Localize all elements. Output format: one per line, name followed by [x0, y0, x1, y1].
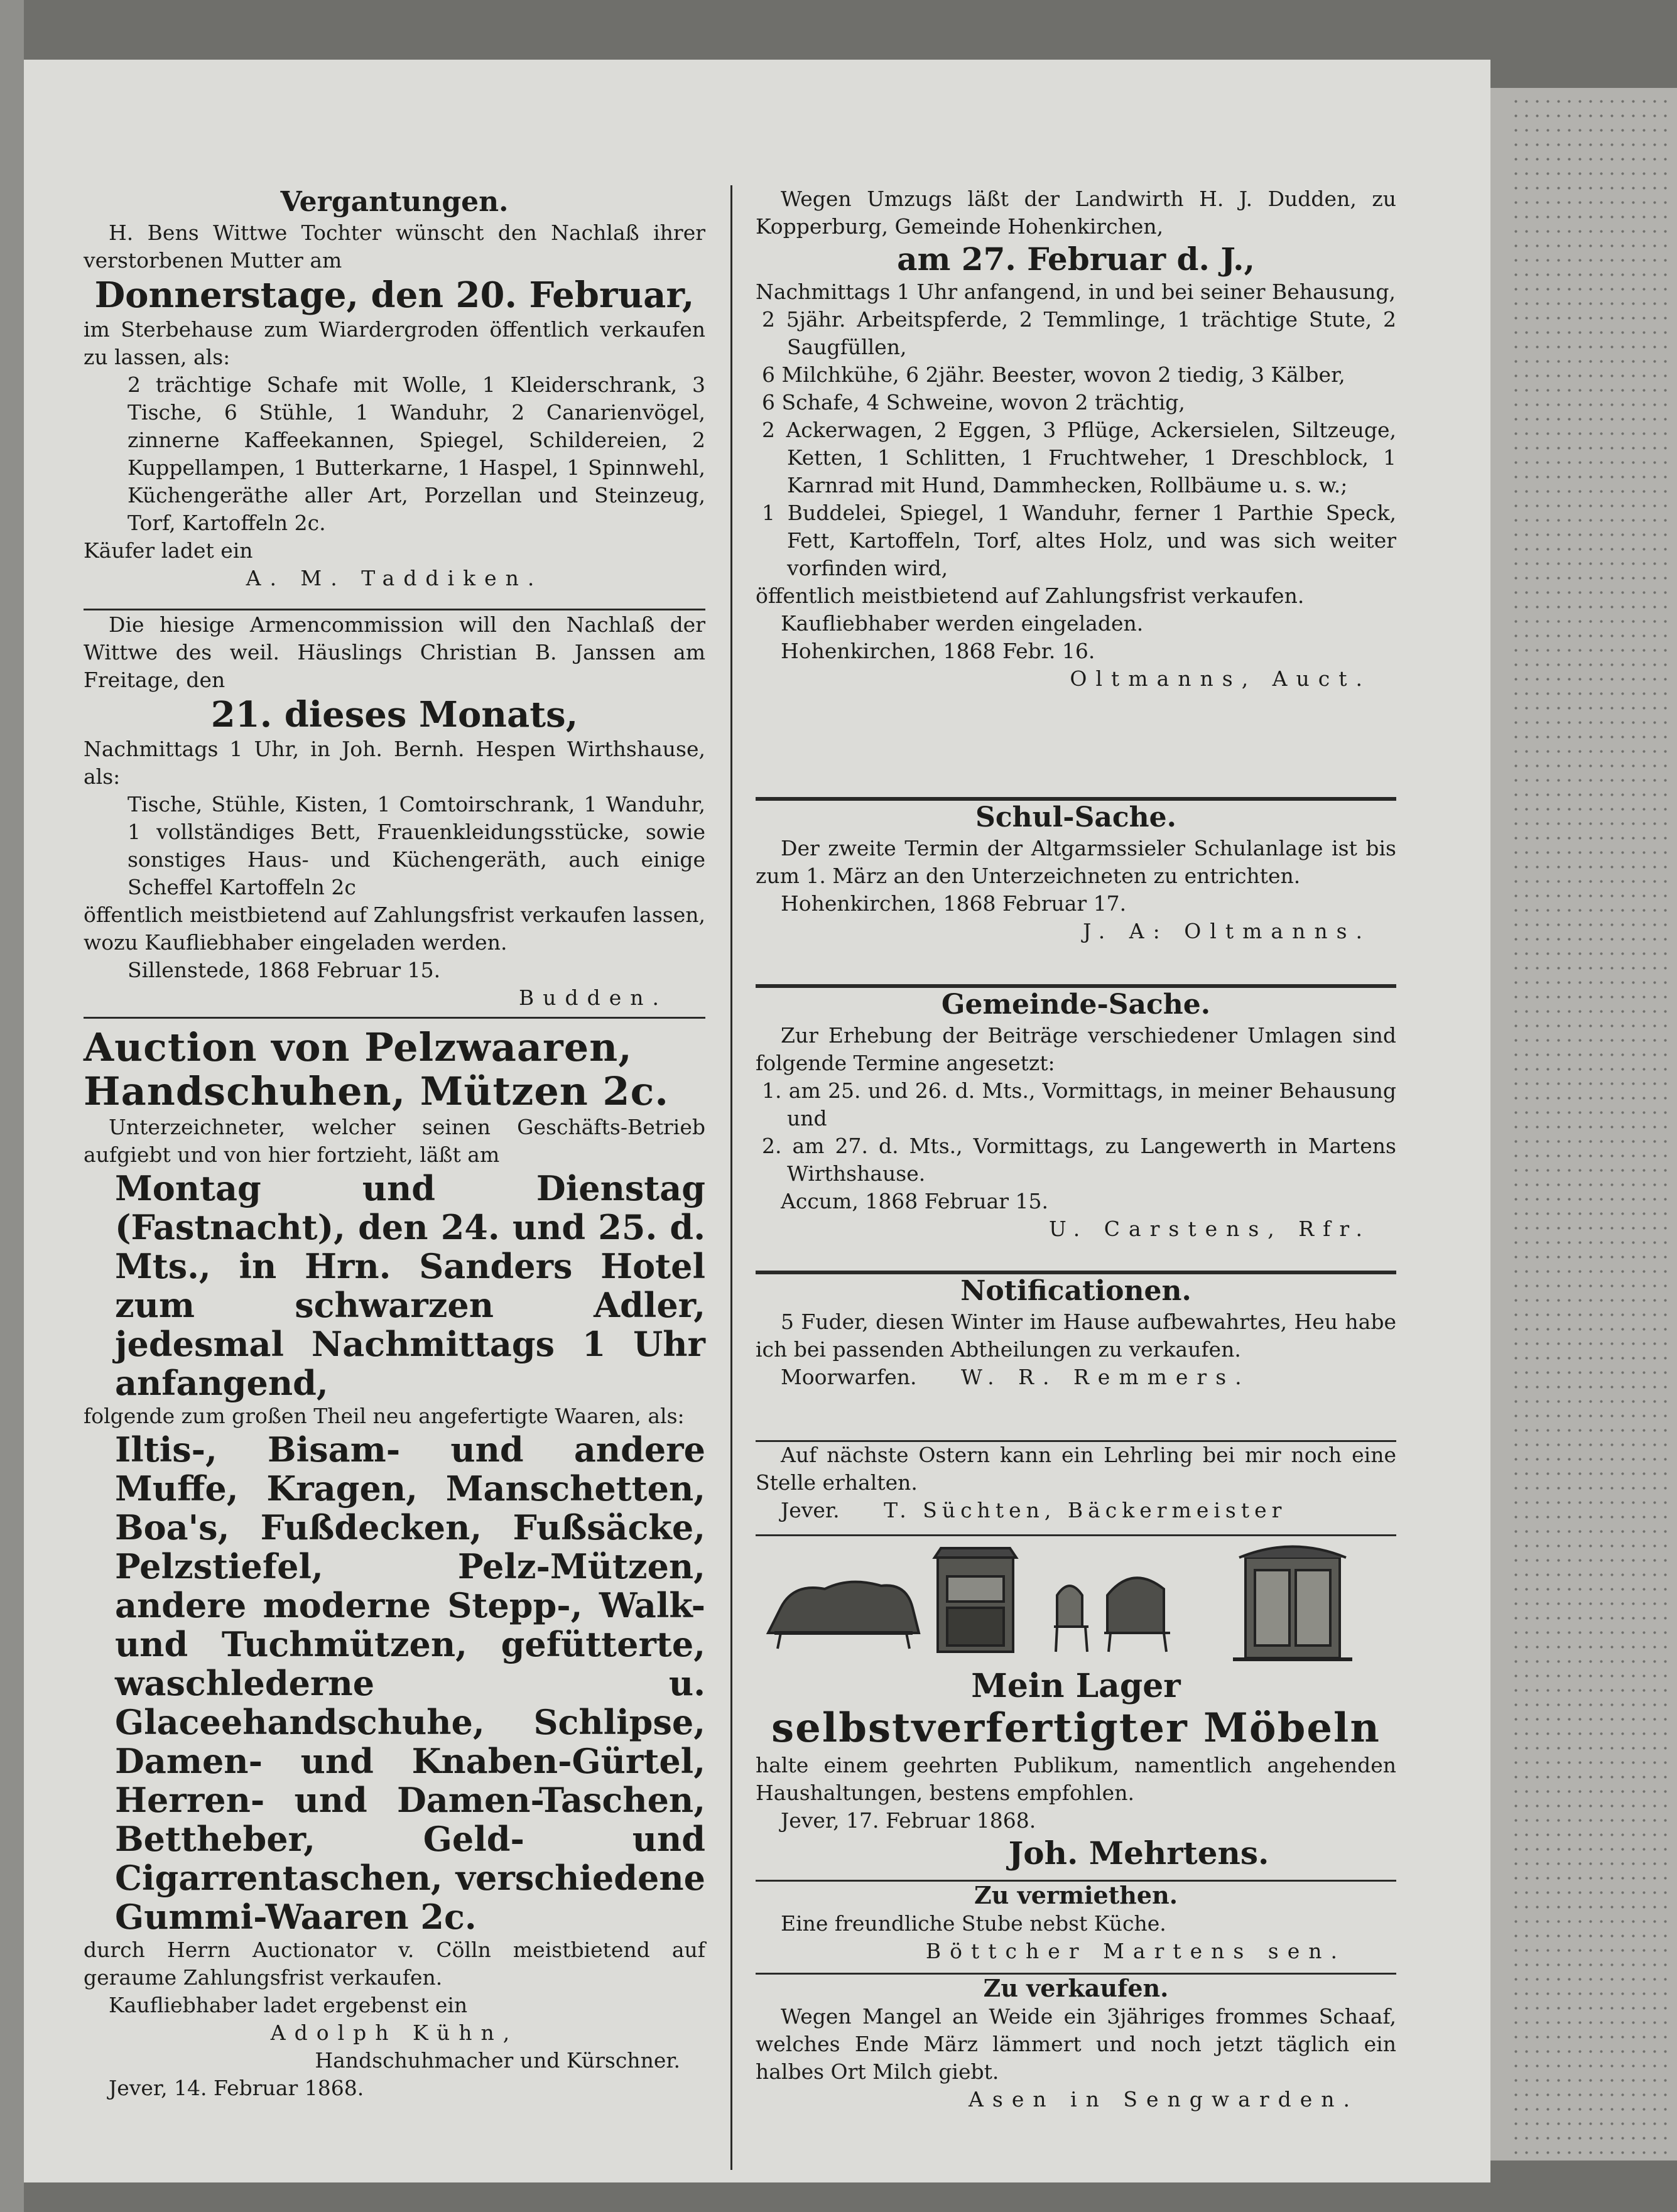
notice-item: 6 Schafe, 4 Schweine, wovon 2 trächtig,	[762, 390, 1185, 415]
section-title: Schul-Sache.	[975, 801, 1176, 833]
notice-intro: Die hiesige Armencommission will den Nachlaß der Wittwe des weil. Häuslings Christian B. Janssen am Freitage, den	[84, 612, 705, 692]
notice-place: Jever.	[781, 1498, 840, 1522]
divider	[84, 1013, 705, 1022]
notice-place: Hohenkirchen, 1868 Febr. 16.	[781, 639, 1095, 663]
notice-closing: Käufer ladet ein	[84, 538, 253, 563]
notice-lehrling	[756, 1441, 1396, 1524]
notice-text: Wegen Mangel an Weide ein 3jähriges frommes Schaaf, welches Ende März lämmert und noch jetzt täglich ein halbes Ort Milch giebt.	[756, 2004, 1396, 2084]
notice-item: 2 5jähr. Arbeitspferde, 2 Temmlinge, 1 trächtige Stute, 2 Saugfüllen,	[762, 307, 1396, 359]
notice-signature: J. A: Oltmanns.	[1083, 919, 1371, 943]
notice-closing: öffentlich meistbietend auf Zahlungsfrist verkaufen.	[756, 583, 1305, 608]
notice-date: 21. dieses Monats,	[210, 694, 578, 735]
furniture-engraving	[756, 1539, 1396, 1664]
moebel-title-line1: Mein Lager	[971, 1667, 1181, 1705]
notice-date: Donnerstage, den 20. Februar,	[94, 274, 695, 316]
notice-signature: Oltmanns, Auct.	[1070, 666, 1371, 691]
notice-signature: Adolph Kühn,	[270, 2020, 519, 2045]
notice-place: Jever, 17. Februar 1868.	[781, 1808, 1036, 1833]
notice-text: Nachmittags 1 Uhr anfangend, in und bei seiner Behausung,	[756, 279, 1396, 304]
notice-place: Jever, 14. Februar 1868.	[109, 2076, 364, 2100]
column-divider	[730, 185, 732, 2170]
notice-item: 1. am 25. und 26. d. Mts., Vormittags, in meiner Behausung und	[762, 1078, 1396, 1130]
notice-closing: durch Herrn Auctionator v. Cölln meistbietend auf geraume Zahlungsfrist verkaufen.	[84, 1938, 705, 1990]
notice-place: Moorwarfen.	[781, 1365, 917, 1389]
notice-signature: A. M. Taddiken.	[246, 566, 543, 590]
moebel-title-line2: selbstverfertigter Möbeln	[771, 1705, 1381, 1752]
notice-intro: Unterzeichneter, welcher seinen Geschäfts-Betrieb aufgiebt und von hier fortzieht, läßt am	[84, 1115, 705, 1167]
section-title: Zu vermiethen.	[974, 1881, 1178, 1909]
notice-notificationen	[756, 1274, 1396, 1391]
notice-place: Accum, 1868 Februar 15.	[781, 1189, 1048, 1213]
binding-strip	[0, 0, 24, 2212]
notice-place: Hohenkirchen, 1868 Februar 17.	[781, 891, 1127, 916]
section-title: Gemeinde-Sache.	[941, 989, 1211, 1021]
section-title: Notificationen.	[960, 1275, 1191, 1307]
notice-items: Tische, Stühle, Kisten, 1 Comtoirschrank, 1 Wanduhr, 1 vollständiges Bett, Frauenkleidungsstücke, sowie sonstiges Haus- und Küchengeräth, auch einige Scheffel Kartoffeln 2c	[128, 792, 705, 899]
notice-signature: W. R. Remmers.	[960, 1365, 1251, 1389]
notice-place-signature	[756, 1497, 1396, 1524]
notice-signature: U. Carstens, Rfr.	[1048, 1217, 1371, 1241]
notice-place-signature	[756, 1364, 1396, 1391]
section-title: Vergantungen.	[280, 186, 509, 218]
notice-date: Montag und Dienstag (Fastnacht), den 24. und 25. d. Mts., in Hrn. Sanders Hotel zum schwarzen Adler, jedesmal Nachmittags 1 Uhr anfangend,	[115, 1168, 705, 1403]
notice-signature: Asen in Sengwarden.	[969, 2087, 1359, 2112]
notice-item: 2 Ackerwagen, 2 Eggen, 3 Pflüge, Ackersielen, Siltzeuge, Ketten, 1 Schlitten, 1 Fruchtweher, 1 Dreschblock, 1 Karnrad mit Hund, Dammhecken, Rollbäume u. s. w.;	[762, 418, 1396, 497]
notice-zu-vermiethen	[756, 1881, 1396, 1965]
auction-title-line2: Handschuhen, Mützen 2c.	[84, 1068, 669, 1114]
notice-text: Zur Erhebung der Beiträge verschiedener Umlagen sind folgende Termine angesetzt:	[756, 1023, 1396, 1075]
notice-closing: öffentlich meistbietend auf Zahlungsfrist verkaufen lassen, wozu Kaufliebhaber eingeladen werden.	[84, 903, 705, 955]
notice-invite: Kaufliebhaber werden eingeladen.	[781, 611, 1144, 636]
notice-schul-sache	[756, 801, 1396, 945]
notice-gemeinde-sache	[756, 988, 1396, 1243]
notice-zu-verkaufen	[756, 1974, 1396, 2113]
notice-items: 2 trächtige Schafe mit Wolle, 1 Kleiderschrank, 3 Tische, 6 Stühle, 1 Wanduhr, 2 Canarienvögel, zinnerne Kaffeekannen, Spiegel, Schildereien, 2 Kuppellampen, 1 Butterkarne, 1 Haspel, 1 Spinnwehl, Küchengeräthe aller Art, Porzellan und Steinzeug, Torf, Kartoffeln 2c.	[128, 372, 705, 535]
auction-title-line1: Auction von Pelzwaaren,	[84, 1024, 632, 1070]
notice-text: Auf nächste Ostern kann ein Lehrling bei mir noch eine Stelle erhalten.	[756, 1443, 1396, 1495]
notice-text: folgende zum großen Theil neu angefertigte Waaren, als:	[84, 1404, 685, 1428]
notice-intro: H. Bens Wittwe Tochter wünscht den Nachlaß ihrer verstorbenen Mutter am	[84, 220, 705, 273]
notice-place: Sillenstede, 1868 Februar 15.	[128, 958, 441, 982]
notice-text: Eine freundliche Stube nebst Küche.	[781, 1911, 1166, 1936]
notice-armencommission	[84, 611, 705, 1012]
notice-item: 1 Buddelei, Spiegel, 1 Wanduhr, ferner 1 Parthie Speck, Fett, Kartoffeln, Torf, altes Holz, und was sich weiter vorfinden wird,	[762, 501, 1396, 580]
notice-item: 6 Milchkühe, 6 2jähr. Beester, wovon 2 tiedig, 3 Kälber,	[762, 362, 1345, 387]
notice-text: Nachmittags 1 Uhr, in Joh. Bernh. Hespen Wirthshause, als:	[84, 737, 705, 789]
notice-invite: Kaufliebhaber ladet ergebenst ein	[109, 1993, 468, 2017]
notice-text: Der zweite Termin der Altgarmssieler Schulanlage ist bis zum 1. März an den Unterzeichneten zu entrichten.	[756, 836, 1396, 888]
newspaper-page	[24, 60, 1490, 2182]
notice-vergantungen	[84, 185, 705, 592]
notice-dudden	[756, 185, 1396, 693]
notice-text: halte einem geehrten Publikum, namentlich angehenden Haushaltungen, bestens empfohlen.	[756, 1753, 1396, 1805]
furniture-illustration	[756, 1539, 1396, 1664]
notice-item: 2. am 27. d. Mts., Vormittags, zu Langewerth in Martens Wirthshause.	[762, 1134, 1396, 1186]
notice-date: am 27. Februar d. J.,	[897, 241, 1255, 278]
notice-signature: Joh. Mehrtens.	[1008, 1835, 1269, 1872]
notice-items: Iltis-, Bisam- und andere Muffe, Kragen, Manschetten, Boa's, Fußdecken, Fußsäcke, Pelzstiefel, Pelz-Mützen, andere moderne Stepp-, Walk- und Tuchmützen, gefütterte, waschlederne u. Glaceehandschuhe, Schlipse, Damen- und Knaben-Gürtel, Herren- und Damen-Taschen, Bettheber, Geld- und Cigarrentaschen, verschiedene Gummi-Waaren 2c.	[115, 1429, 705, 1937]
notice-signature: T. Süchten, Bäckermeister	[884, 1498, 1287, 1522]
section-title: Zu verkaufen.	[983, 1974, 1169, 2002]
book-edge-speckle	[1511, 94, 1668, 2154]
notice-text: im Sterbehause zum Wiardergroden öffentlich verkaufen zu lassen, als:	[84, 317, 705, 369]
notice-moebel	[756, 1667, 1396, 1872]
notice-intro: Wegen Umzugs läßt der Landwirth H. J. Dudden, zu Kopperburg, Gemeinde Hohenkirchen,	[756, 187, 1396, 239]
notice-text: 5 Fuder, diesen Winter im Hause aufbewahrtes, Heu habe ich bei passenden Abtheilungen zu verkaufen.	[756, 1309, 1396, 1362]
notice-signature: Böttcher Martens sen.	[925, 1939, 1346, 1963]
notice-profession: Handschuhmacher und Kürschner.	[315, 2048, 680, 2073]
notice-signature: Budden.	[518, 985, 668, 1010]
notice-auction-furs	[84, 1026, 705, 2102]
